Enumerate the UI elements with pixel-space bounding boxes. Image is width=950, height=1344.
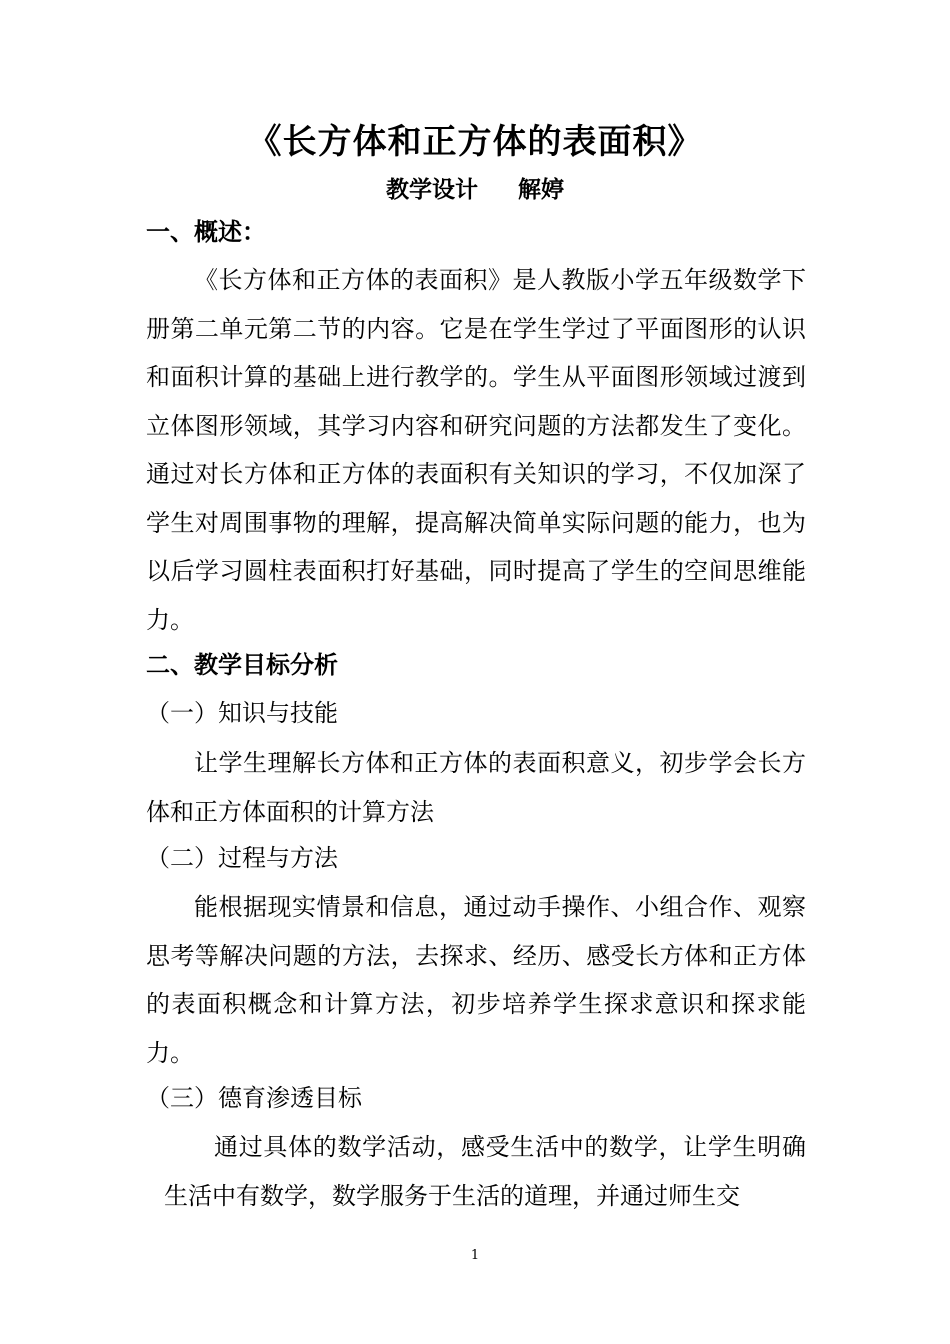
document-title: 《长方体和正方体的表面积》 bbox=[247, 122, 703, 162]
knowledge-paragraph: 让学生理解长方体和正方体的表面积意义，初步学会长方体和正方体面积的计算方法 bbox=[146, 749, 806, 826]
subsection-heading-process: （二）过程与方法 bbox=[146, 844, 338, 872]
overview-paragraph: 《长方体和正方体的表面积》是人教版小学五年级数学下册第二单元第二节的内容。它是在学生学过了平面图形的认识和面积计算的基础上进行教学的。学生从平面图形领域过渡到立体图形领域，其学习内容和研究问题的方法都发生了变化。通过对长方体和正方体的表面积有关知识的学习，不仅加深了学生对周围事物的理解，提高解决简单实际问题的能力，也为以后学习圆柱表面积打好基础，同时提高了学生的空间思维能力。 bbox=[146, 266, 806, 634]
subtitle-label: 教学设计 bbox=[386, 177, 478, 203]
page-number: 1 bbox=[470, 1248, 480, 1263]
process-paragraph: 能根据现实情景和信息，通过动手操作、小组合作、观察思考等解决问题的方法，去探求、经历、感受长方体和正方体的表面积概念和计算方法，初步培养学生探求意识和探求能力。 bbox=[146, 893, 806, 1067]
subsection-heading-moral: （三）德育渗透目标 bbox=[146, 1084, 362, 1112]
subsection-heading-knowledge: （一）知识与技能 bbox=[146, 699, 338, 727]
document-subtitle bbox=[0, 172, 950, 208]
moral-paragraph: 通过具体的数学活动，感受生活中的数学，让学生明确生活中有数学，数学服务于生活的道理，并通过师生交 bbox=[164, 1133, 806, 1210]
author-name: 解婷 bbox=[518, 177, 564, 203]
section-heading-overview: 一、概述： bbox=[146, 218, 266, 246]
section-heading-objectives: 二、教学目标分析 bbox=[146, 651, 338, 679]
